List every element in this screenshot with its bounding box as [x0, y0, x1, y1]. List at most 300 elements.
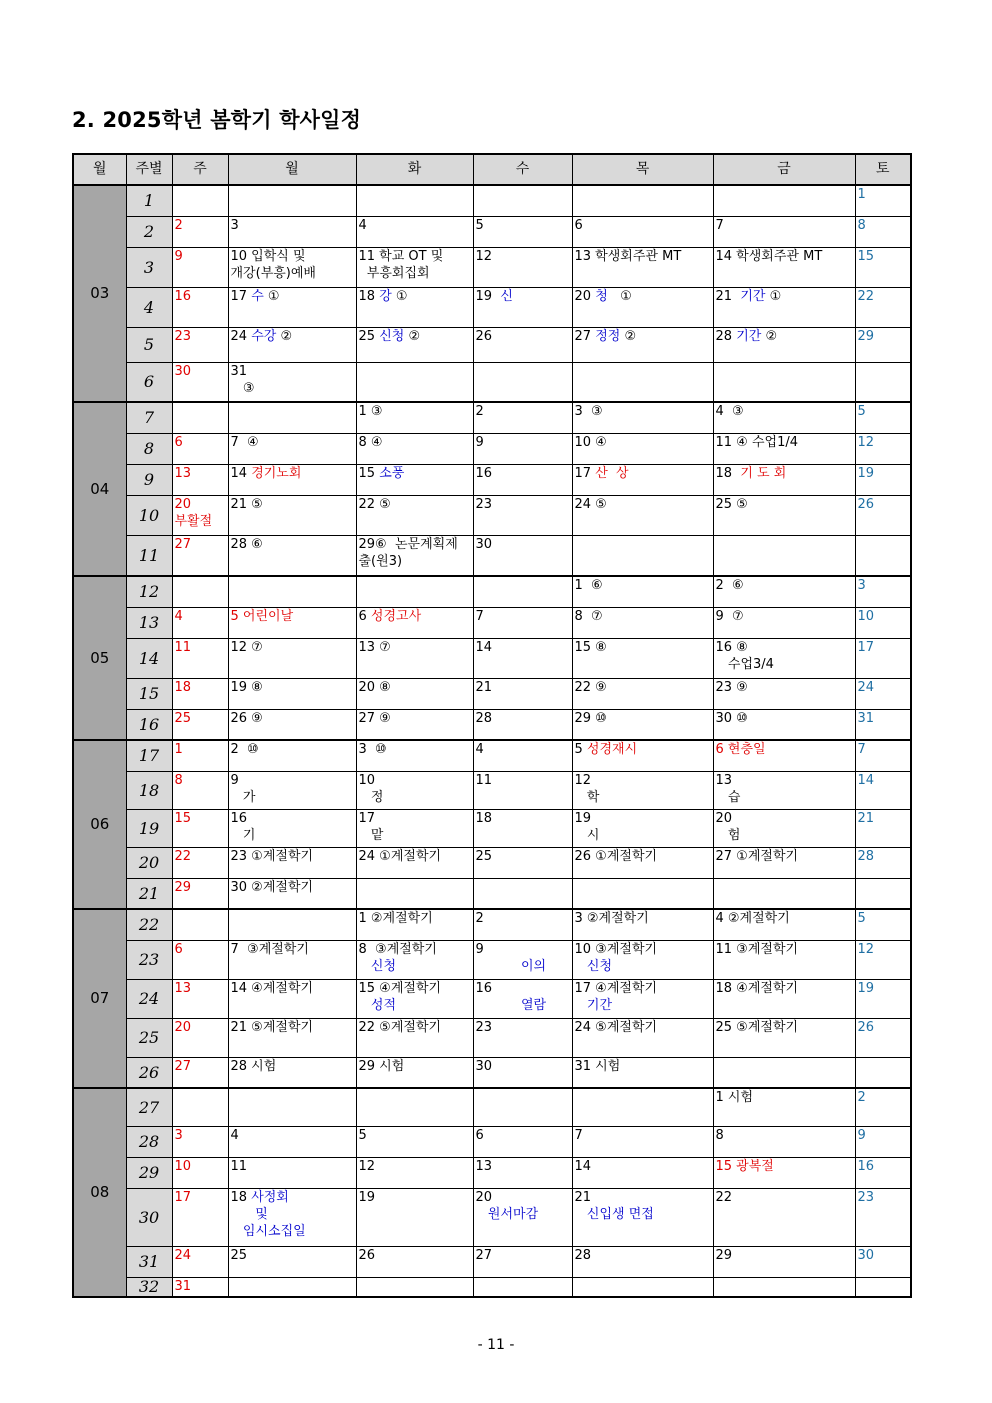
week-row — [73, 464, 911, 495]
day-text: 7 ④ — [230, 434, 259, 450]
week-number: 8 — [126, 433, 172, 464]
day-cell-tuesday — [356, 1277, 473, 1297]
day-cell-thursday — [572, 1057, 713, 1088]
day-cell-tuesday — [356, 433, 473, 464]
day-text: 11 ④ 수업1/4 — [715, 434, 798, 450]
day-text: 5 — [574, 742, 587, 757]
day-text: 9 ⑦ — [715, 608, 744, 624]
day-text: 신청 — [379, 328, 405, 344]
day-text: 가 — [230, 789, 256, 805]
day-cell-thursday — [572, 247, 713, 287]
day-text: 청 — [595, 288, 608, 304]
day-cell-monday — [228, 402, 356, 433]
day-text — [575, 1207, 587, 1222]
week-number: 9 — [126, 464, 172, 495]
day-text: 26 — [857, 496, 875, 512]
week-number: 28 — [126, 1126, 172, 1157]
day-cell-tuesday — [356, 878, 473, 909]
day-text: 2 — [174, 217, 183, 233]
day-cell-friday — [713, 185, 855, 216]
day-cell-friday — [713, 495, 855, 535]
day-text: 25 — [358, 328, 380, 344]
day-text: 2 — [857, 1090, 866, 1105]
day-text: ② — [761, 328, 778, 344]
day-text: 기간 — [736, 328, 762, 344]
day-text: 30 — [475, 1058, 493, 1074]
day-text: 20 — [174, 496, 192, 512]
day-text: 2 — [475, 911, 484, 926]
day-cell-thursday — [572, 847, 713, 878]
day-cell-sunday — [172, 678, 228, 709]
day-text: 10 ③계절학기 — [574, 941, 658, 957]
day-text: 2 ⑩ — [230, 742, 259, 757]
day-cell-saturday — [855, 878, 911, 909]
day-cell-wednesday — [473, 847, 572, 878]
day-text: 25 — [174, 710, 192, 726]
day-text: 18 ④계절학기 — [715, 980, 799, 996]
day-cell-monday — [228, 709, 356, 740]
day-cell-thursday — [572, 809, 713, 847]
day-cell-friday — [713, 909, 855, 940]
day-cell-saturday — [855, 1088, 911, 1126]
day-cell-wednesday — [473, 495, 572, 535]
day-cell-friday — [713, 607, 855, 638]
day-cell-tuesday — [356, 678, 473, 709]
day-cell-monday — [228, 327, 356, 362]
day-text: 15 ⑧ — [574, 639, 607, 655]
day-text: 2 — [475, 404, 484, 419]
day-cell-sunday — [172, 287, 228, 327]
day-text: 15 ④계절학기 — [358, 980, 442, 996]
day-text: 6 — [174, 434, 183, 450]
day-text: 23 ⑨ — [715, 679, 748, 695]
day-text: 12 — [475, 248, 493, 264]
day-text: 10 입학식 및 — [230, 248, 306, 264]
day-cell-monday — [228, 576, 356, 607]
day-text: 24 — [174, 1247, 192, 1263]
day-cell-sunday — [172, 247, 228, 287]
day-cell-tuesday — [356, 638, 473, 678]
day-text: 5 — [857, 911, 866, 926]
day-text: 17 — [358, 810, 376, 826]
day-cell-saturday — [855, 287, 911, 327]
day-text: 7 ③계절학기 — [230, 941, 309, 957]
day-text: 19 — [857, 980, 875, 996]
day-text: 9 — [857, 1127, 866, 1143]
day-cell-sunday — [172, 433, 228, 464]
day-text: 23 — [475, 496, 493, 512]
day-text: 16 — [230, 810, 248, 826]
day-cell-wednesday — [473, 1277, 572, 1297]
day-cell-friday — [713, 402, 855, 433]
day-cell-tuesday — [356, 535, 473, 576]
week-row — [73, 402, 911, 433]
day-text — [575, 998, 587, 1013]
day-cell-wednesday — [473, 1188, 572, 1246]
day-cell-friday — [713, 940, 855, 979]
day-cell-friday — [713, 327, 855, 362]
day-cell-thursday — [572, 287, 713, 327]
day-cell-sunday — [172, 464, 228, 495]
day-text: 7 — [857, 742, 866, 757]
day-cell-friday — [713, 1126, 855, 1157]
week-number: 27 — [126, 1088, 172, 1126]
day-cell-monday — [228, 1018, 356, 1057]
day-text: 19 ⑧ — [230, 679, 263, 695]
month-label: 04 — [73, 402, 126, 576]
day-text: 4 — [174, 608, 183, 624]
day-text: 15 — [174, 810, 192, 826]
week-number: 29 — [126, 1157, 172, 1188]
day-text: 16 — [857, 1158, 875, 1174]
day-text: 20 — [475, 1189, 493, 1205]
day-text: 신입생 면접 — [586, 1206, 654, 1222]
day-cell-sunday — [172, 216, 228, 247]
day-cell-thursday — [572, 495, 713, 535]
week-number: 30 — [126, 1188, 172, 1246]
day-cell-sunday — [172, 1246, 228, 1277]
day-text: 13 ⑦ — [358, 639, 391, 655]
day-cell-tuesday — [356, 402, 473, 433]
day-cell-saturday — [855, 185, 911, 216]
day-text: 5 — [475, 217, 484, 233]
header-sunday: 주 — [172, 154, 228, 185]
day-cell-sunday — [172, 809, 228, 847]
day-text: 21 — [574, 1189, 592, 1205]
day-cell-thursday — [572, 607, 713, 638]
day-cell-saturday — [855, 247, 911, 287]
day-text: 5 어린이날 — [230, 608, 294, 624]
day-cell-monday — [228, 1057, 356, 1088]
week-row — [73, 1188, 911, 1246]
day-text: 22 ⑤ — [358, 496, 391, 512]
day-cell-monday — [228, 940, 356, 979]
day-cell-thursday — [572, 185, 713, 216]
day-text: 31 시험 — [574, 1058, 621, 1074]
day-cell-monday — [228, 878, 356, 909]
day-text: 9 — [230, 772, 239, 788]
month-label: 05 — [73, 576, 126, 740]
day-text: 16 — [174, 288, 192, 304]
day-text: 11 ③계절학기 — [715, 941, 799, 957]
day-text: 20 — [574, 288, 596, 304]
day-text: 2 ⑥ — [715, 578, 744, 593]
day-text: 26 — [358, 1247, 376, 1263]
week-row — [73, 576, 911, 607]
day-text: 16 — [475, 980, 493, 996]
day-text: 출(원3) — [358, 553, 403, 569]
day-text: 13 — [715, 772, 733, 788]
day-text: 28 시험 — [230, 1058, 277, 1074]
day-text: 25 ⑤계절학기 — [715, 1019, 799, 1035]
day-text: 22 — [715, 1189, 733, 1205]
day-text: 21 — [475, 679, 493, 695]
day-cell-thursday — [572, 1277, 713, 1297]
day-text: 수강 — [251, 328, 277, 344]
day-text: 사정회 — [251, 1189, 289, 1205]
week-number: 12 — [126, 576, 172, 607]
day-text: 22 — [174, 848, 192, 864]
day-text: 15 광복절 — [715, 1158, 774, 1174]
week-row — [73, 327, 911, 362]
month-label: 07 — [73, 909, 126, 1088]
day-cell-thursday — [572, 979, 713, 1018]
day-text: 21 — [857, 810, 875, 826]
day-cell-sunday — [172, 638, 228, 678]
header-tuesday: 화 — [356, 154, 473, 185]
day-cell-sunday — [172, 979, 228, 1018]
day-text: 11 학교 OT 및 — [358, 248, 444, 264]
day-cell-wednesday — [473, 1018, 572, 1057]
day-cell-friday — [713, 1088, 855, 1126]
day-text: 성경고사 — [370, 608, 422, 624]
day-cell-wednesday — [473, 607, 572, 638]
day-text: 21 ⑤계절학기 — [230, 1019, 314, 1035]
day-cell-thursday — [572, 878, 713, 909]
day-text: 10 — [358, 772, 376, 788]
day-cell-saturday — [855, 607, 911, 638]
day-text: 20 — [174, 1019, 192, 1035]
day-cell-wednesday — [473, 1057, 572, 1088]
week-row — [73, 1018, 911, 1057]
week-number: 19 — [126, 809, 172, 847]
day-text: 13 — [174, 465, 192, 481]
day-cell-tuesday — [356, 940, 473, 979]
day-text: 1 시험 — [715, 1090, 754, 1105]
day-cell-thursday — [572, 576, 713, 607]
day-text: 27 — [174, 1058, 192, 1074]
day-text: 30 ⑩ — [715, 710, 748, 726]
day-cell-wednesday — [473, 940, 572, 979]
week-number: 15 — [126, 678, 172, 709]
day-text: 29 — [174, 879, 192, 895]
day-text: 5 — [358, 1127, 367, 1143]
day-text: 7 — [475, 608, 484, 624]
day-text: 8 ⑦ — [574, 608, 603, 624]
day-text: 27 — [174, 536, 192, 552]
day-cell-monday — [228, 607, 356, 638]
week-number: 11 — [126, 535, 172, 576]
day-text: 29 ⑩ — [574, 710, 607, 726]
day-text: ① — [607, 288, 632, 304]
day-text: 25 — [230, 1247, 248, 1263]
week-number: 18 — [126, 771, 172, 809]
day-cell-tuesday — [356, 1157, 473, 1188]
day-cell-saturday — [855, 216, 911, 247]
header-wednesday: 수 — [473, 154, 572, 185]
day-text: 7 — [574, 1127, 583, 1143]
day-text: ② — [276, 328, 293, 344]
week-row — [73, 1157, 911, 1188]
day-cell-tuesday — [356, 771, 473, 809]
day-text: 5 — [857, 404, 866, 419]
day-text: 22 ⑤계절학기 — [358, 1019, 442, 1035]
day-cell-tuesday — [356, 327, 473, 362]
day-cell-thursday — [572, 216, 713, 247]
day-cell-tuesday — [356, 495, 473, 535]
day-text: 26 — [857, 1019, 875, 1035]
day-text: 19 — [574, 810, 592, 826]
day-text: 수업3/4 — [715, 656, 774, 672]
day-text: 24 ⑤계절학기 — [574, 1019, 658, 1035]
day-cell-wednesday — [473, 1157, 572, 1188]
day-text: 27 ①계절학기 — [715, 848, 799, 864]
day-text: 6 현충일 — [715, 742, 766, 757]
day-cell-thursday — [572, 709, 713, 740]
day-text: 험 — [715, 827, 741, 843]
day-cell-saturday — [855, 1188, 911, 1246]
week-number: 13 — [126, 607, 172, 638]
day-cell-friday — [713, 464, 855, 495]
week-number: 23 — [126, 940, 172, 979]
day-text: 1 — [174, 742, 183, 757]
day-cell-tuesday — [356, 216, 473, 247]
day-cell-saturday — [855, 576, 911, 607]
day-text: 이의 — [520, 958, 547, 974]
week-row — [73, 185, 911, 216]
day-text: 15 — [857, 248, 875, 264]
day-text: 19 — [475, 288, 501, 304]
day-cell-saturday — [855, 909, 911, 940]
day-text — [231, 1207, 256, 1222]
day-cell-wednesday — [473, 979, 572, 1018]
day-cell-monday — [228, 495, 356, 535]
day-cell-sunday — [172, 495, 228, 535]
day-text: 30 — [174, 363, 192, 379]
day-cell-thursday — [572, 1246, 713, 1277]
day-text: 8 ③계절학기 — [358, 941, 437, 957]
day-cell-wednesday — [473, 1126, 572, 1157]
day-cell-saturday — [855, 740, 911, 771]
day-cell-sunday — [172, 576, 228, 607]
day-cell-sunday — [172, 1126, 228, 1157]
day-text: 신청 — [586, 958, 613, 974]
day-cell-sunday — [172, 709, 228, 740]
day-cell-tuesday — [356, 464, 473, 495]
day-cell-saturday — [855, 1157, 911, 1188]
day-cell-monday — [228, 1277, 356, 1297]
week-number: 24 — [126, 979, 172, 1018]
day-cell-saturday — [855, 1057, 911, 1088]
day-cell-monday — [228, 287, 356, 327]
day-cell-friday — [713, 979, 855, 1018]
day-cell-friday — [713, 1246, 855, 1277]
day-cell-saturday — [855, 1126, 911, 1157]
day-text: 1 ③ — [358, 404, 383, 419]
week-row — [73, 433, 911, 464]
week-row — [73, 607, 911, 638]
day-cell-tuesday — [356, 809, 473, 847]
month-label: 03 — [73, 185, 126, 402]
day-text: 신청 — [370, 958, 397, 974]
day-cell-tuesday — [356, 740, 473, 771]
day-text: 9 — [174, 248, 183, 264]
day-text: 21 ⑤ — [230, 496, 263, 512]
day-cell-wednesday — [473, 878, 572, 909]
day-text: 3 — [230, 217, 239, 233]
day-text: 4 ③ — [715, 404, 744, 419]
day-text: 18 — [475, 810, 493, 826]
day-cell-monday — [228, 247, 356, 287]
day-cell-sunday — [172, 847, 228, 878]
week-row — [73, 740, 911, 771]
day-text: 20 — [715, 810, 733, 826]
day-cell-saturday — [855, 809, 911, 847]
day-cell-sunday — [172, 1018, 228, 1057]
day-cell-monday — [228, 979, 356, 1018]
day-cell-saturday — [855, 1277, 911, 1297]
week-row — [73, 535, 911, 576]
week-number: 14 — [126, 638, 172, 678]
day-cell-thursday — [572, 1018, 713, 1057]
week-number: 17 — [126, 740, 172, 771]
day-cell-thursday — [572, 362, 713, 402]
day-cell-wednesday — [473, 909, 572, 940]
day-text: 28 ⑥ — [230, 536, 263, 552]
day-cell-thursday — [572, 535, 713, 576]
week-number: 20 — [126, 847, 172, 878]
day-cell-friday — [713, 847, 855, 878]
day-text: 정정 — [595, 328, 621, 344]
day-text: 원서마감 — [487, 1206, 539, 1222]
day-text: ① — [391, 288, 408, 304]
day-cell-monday — [228, 638, 356, 678]
day-cell-tuesday — [356, 576, 473, 607]
week-number: 22 — [126, 909, 172, 940]
week-row — [73, 247, 911, 287]
day-text: 학 — [574, 789, 600, 805]
day-cell-tuesday — [356, 709, 473, 740]
day-cell-tuesday — [356, 847, 473, 878]
day-cell-friday — [713, 535, 855, 576]
day-cell-tuesday — [356, 1188, 473, 1246]
day-cell-sunday — [172, 327, 228, 362]
day-cell-saturday — [855, 495, 911, 535]
day-cell-saturday — [855, 638, 911, 678]
day-cell-saturday — [855, 1246, 911, 1277]
day-cell-monday — [228, 909, 356, 940]
day-text: ① — [765, 288, 782, 304]
day-cell-wednesday — [473, 1246, 572, 1277]
week-row — [73, 678, 911, 709]
day-cell-monday — [228, 1157, 356, 1188]
day-cell-wednesday — [473, 638, 572, 678]
day-text: 4 ②계절학기 — [715, 911, 790, 926]
day-cell-wednesday — [473, 1088, 572, 1126]
day-text: 3 — [857, 578, 866, 593]
day-text: 23 — [174, 328, 192, 344]
day-text: 경기노회 — [251, 465, 302, 481]
day-text: 기간 — [740, 288, 766, 304]
day-text: 1 ⑥ — [574, 578, 603, 593]
month-label: 08 — [73, 1088, 126, 1297]
day-cell-friday — [713, 1018, 855, 1057]
day-cell-tuesday — [356, 1018, 473, 1057]
day-text: 30 — [857, 1247, 875, 1263]
day-cell-sunday — [172, 1157, 228, 1188]
header-monday: 월 — [228, 154, 356, 185]
day-cell-thursday — [572, 1157, 713, 1188]
day-cell-monday — [228, 535, 356, 576]
day-text: 16 — [475, 465, 493, 481]
week-row — [73, 1277, 911, 1297]
day-cell-friday — [713, 362, 855, 402]
day-text — [359, 959, 371, 974]
day-text: 29 — [857, 328, 875, 344]
day-text: 맡 — [358, 827, 384, 843]
week-number: 25 — [126, 1018, 172, 1057]
week-row — [73, 809, 911, 847]
